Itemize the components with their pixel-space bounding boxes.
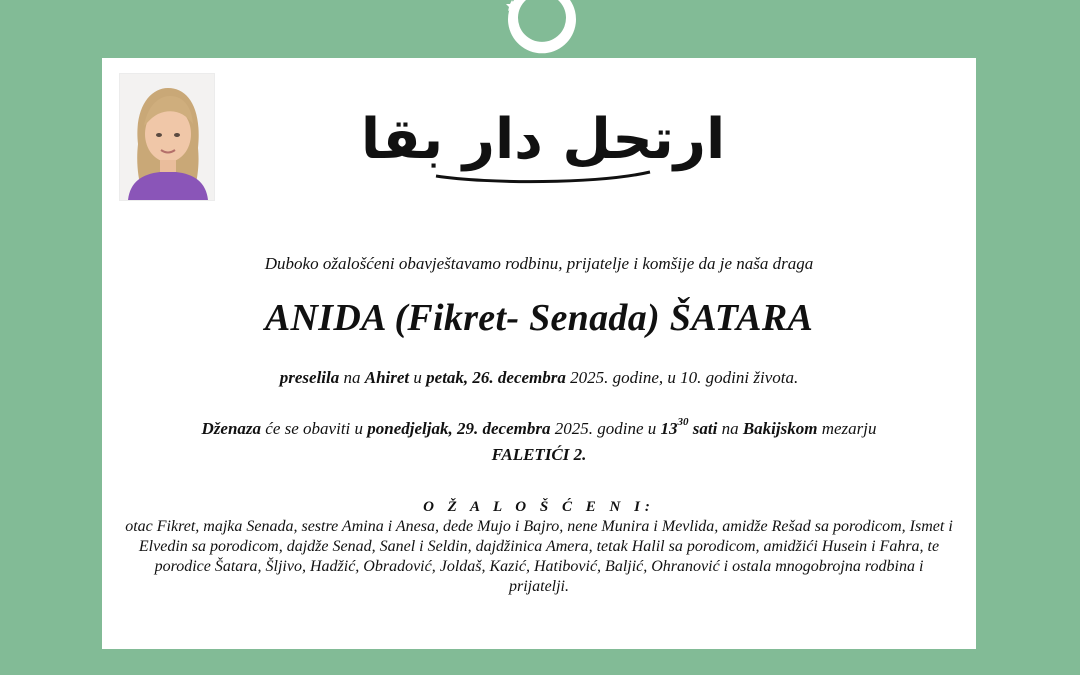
intro-text: Duboko ožalošćeni obavještavamo rodbinu, prijatelje i komšije da je naša draga	[264, 254, 814, 273]
obituary-card	[102, 58, 976, 649]
mourners-heading: O Ž A L O Š Ć E N I:	[423, 499, 655, 515]
mourners-list: otac Fikret, majka Senada, sestre Amina i Anesa, dede Mujo i Bajro, nene Munira i Mevlida, amidže Rešad sa porodicom, Ismet i Elvedin sa porodicom, dajdže Senad, Sanel i Seldin, dajdžinica Amera, tetak Halil sa porodicom, amidžići Husein i Fahra, te porodice Šatara, Šljivo, Hadžić, Obradović, Joldaš, Kazić, Hatibović, Baljić, Ohranović i ostala mnogobrojna rodbina i prijatelji.	[125, 518, 953, 595]
deceased-name: ANIDA (Fikret- Senada) ŠATARA	[264, 297, 814, 339]
death-announcement: preselila na Ahiret u petak, 26. decembra 2025. godine, u 10. godini života.	[279, 368, 799, 387]
funeral-announcement: Dženaza će se obaviti u ponedjeljak, 29. decembra 2025. godine u $13^{30}$ sati na Bakijskom mezarju FALETIĆI 2.	[201, 416, 877, 464]
deceased-portrait-photo	[119, 73, 215, 201]
crescent-star-icon	[496, 0, 586, 48]
arabic-calligraphy	[360, 80, 726, 192]
arabic-calligraphy-text: ارتحل دار بقا	[360, 107, 726, 172]
funeral-place: FALETIĆI 2.	[491, 445, 587, 464]
